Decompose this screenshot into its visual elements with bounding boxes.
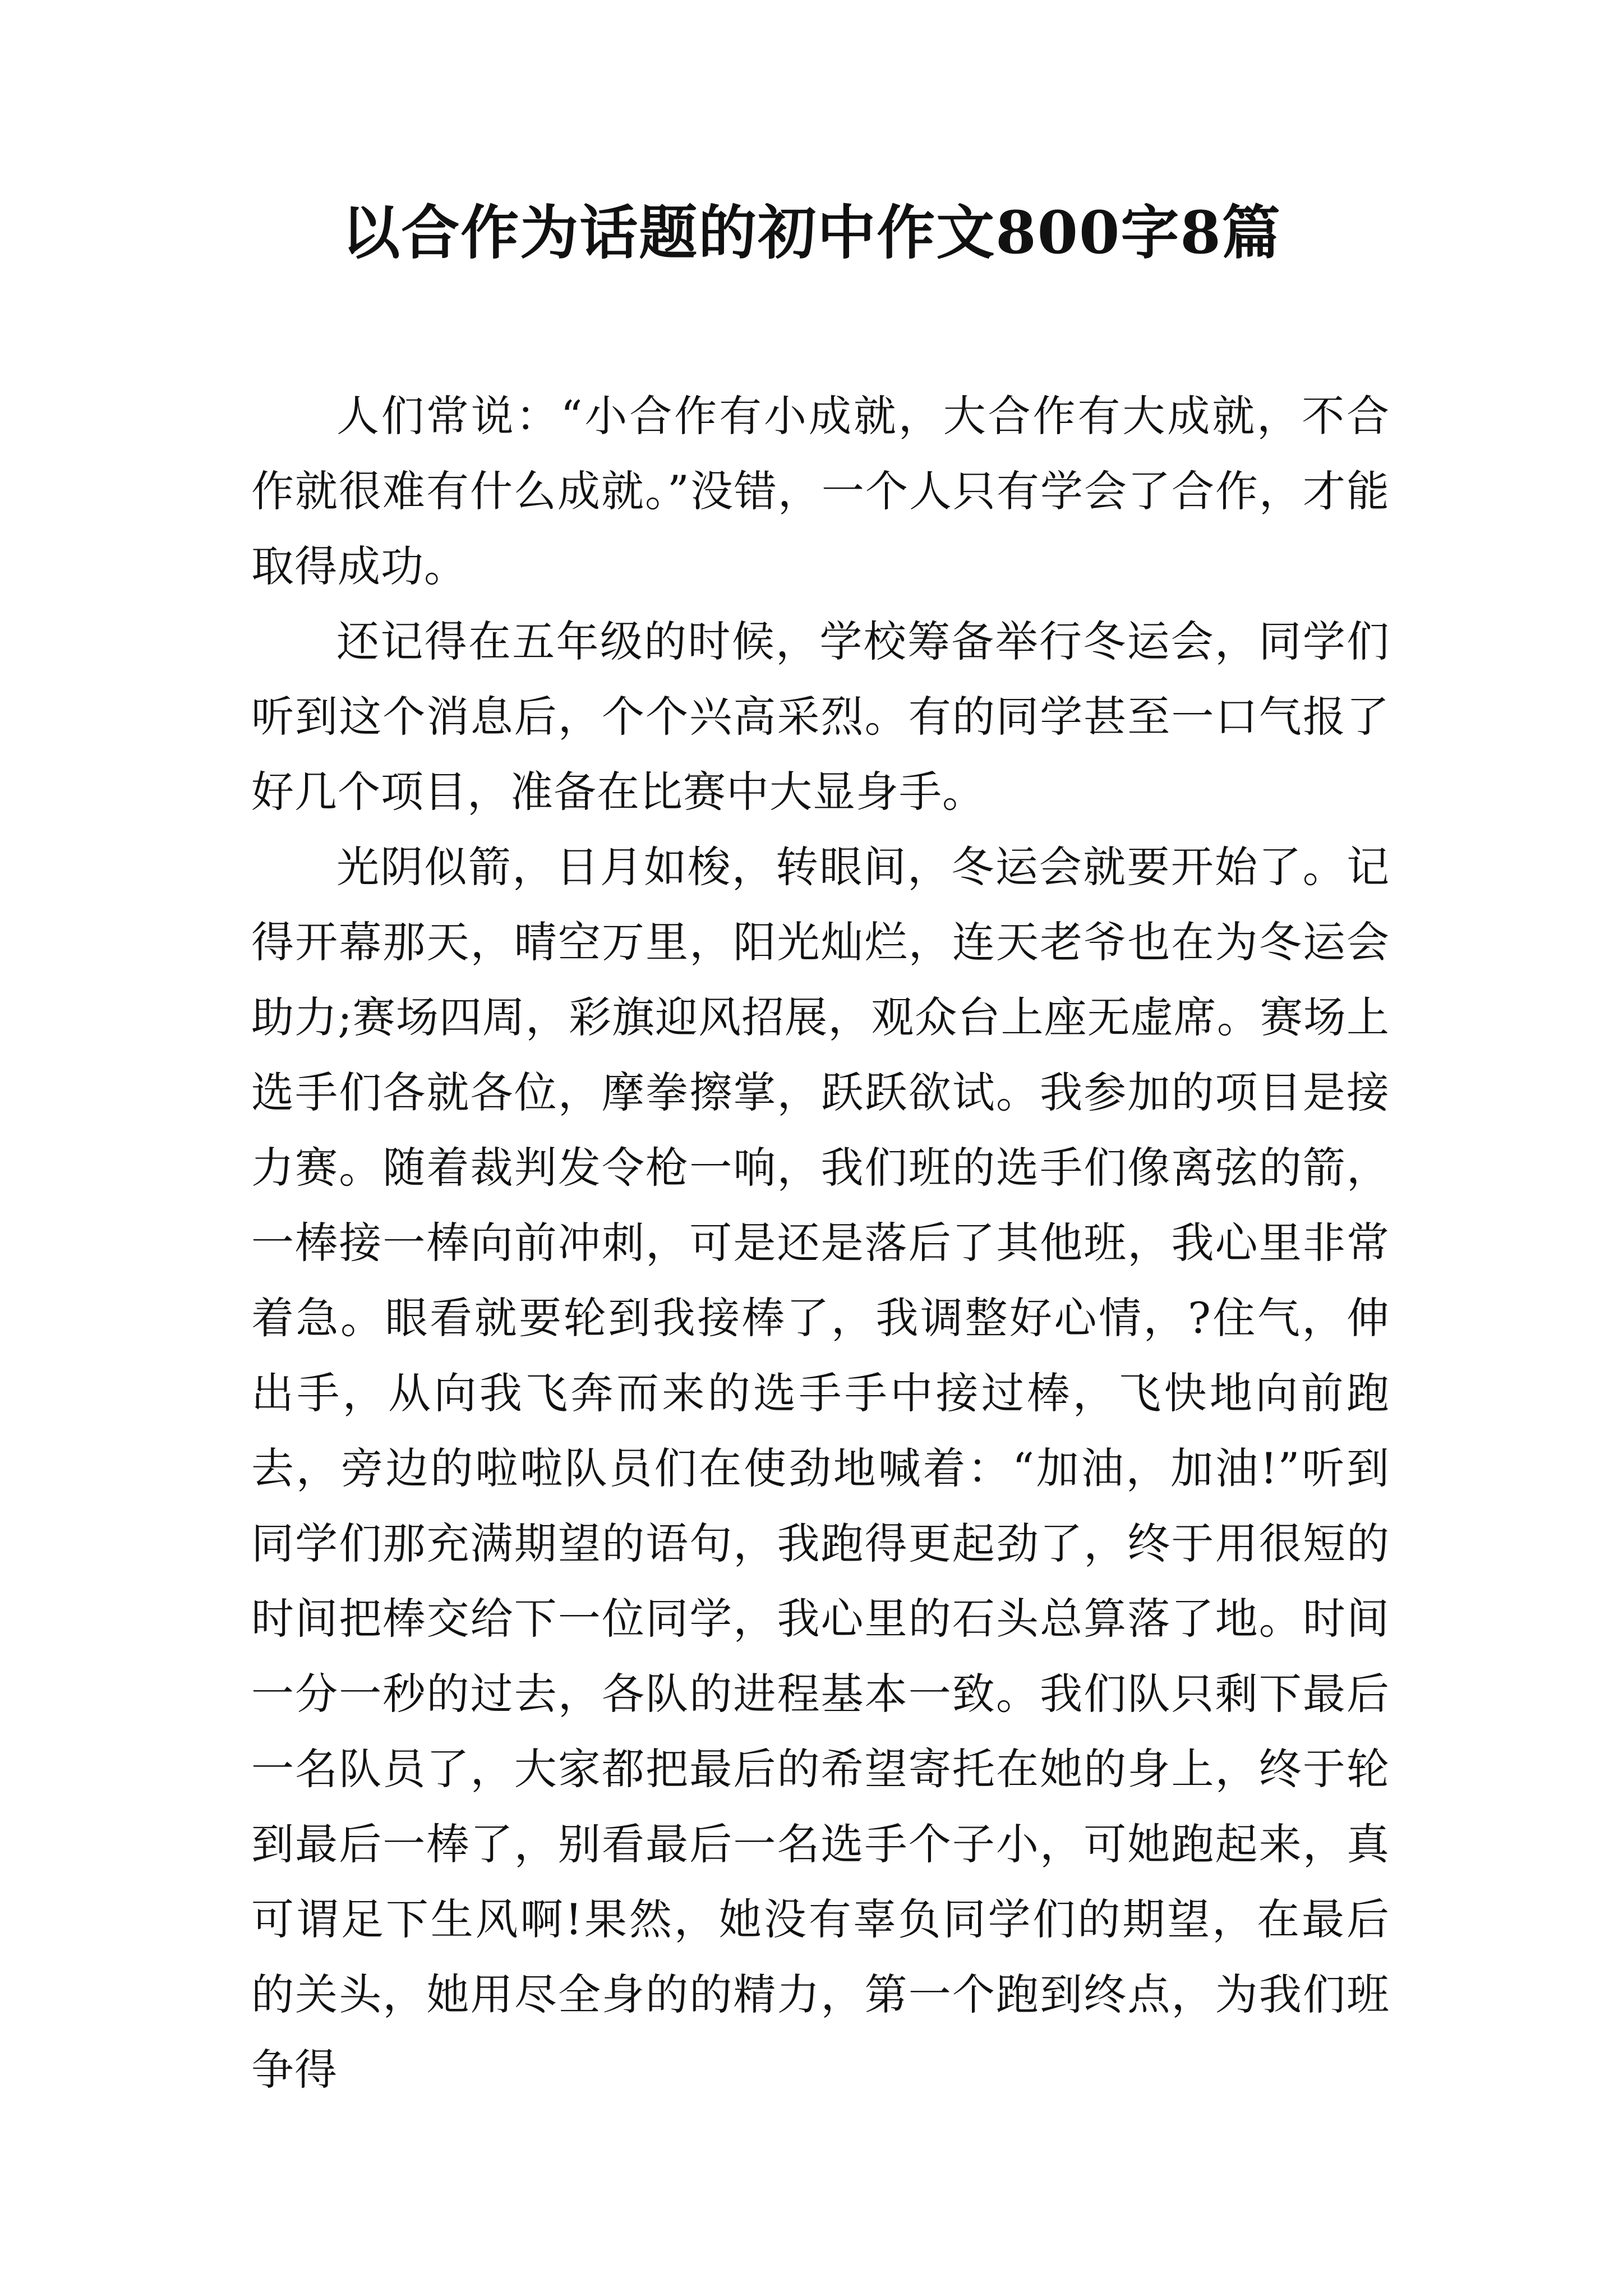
document-body — [251, 379, 1390, 2108]
paragraph-2: 还记得在五年级的时候，学校筹备举行冬运会，同学们听到这个消息后，个个兴高采烈。有的同学甚至一口气报了好几个项目，准备在比赛中大显身手。 — [251, 616, 1390, 817]
document-title: 以合作为话题的初中作文800字8篇 — [342, 198, 1281, 267]
paragraph-3: 光阴似箭，日月如梭，转眼间，冬运会就要开始了。记得开幕那天，晴空万里，阳光灿烂，连天老爷也在为冬运会助力;赛场四周，彩旗迎风招展，观众台上座无虚席。赛场上选手们各就各位，摩拳擦掌，跃跃欲试。我参加的项目是接力赛。随着裁判发令枪一响，我们班的选手们像离弦的箭，一棒接一棒向前冲刺，可是还是落后了其他班，我心里非常着急。眼看就要轮到我接棒了，我调整好心情，?住气，伸出手，从向我飞奔而来的选手手中接过棒，飞快地向前跑去，旁边的啦啦队员们在使劲地喊着：“加油，加油!”听到同学们那充满期望的语句，我跑得更起劲了，终于用很短的时间把棒交给下一位同学，我心里的石头总算落了地。时间一分一秒的过去，各队的进程基本一致。我们队只剩下最后一名队员了，大家都把最后的希望寄托在她的身上，终于轮到最后一棒了，别看最后一名选手个子小，可她跑起来，真可谓足下生风啊!果然，她没有辜负同学们的期望，在最后的关头，她用尽全身的的精力，第一个跑到终点，为我们班争得 — [251, 842, 1390, 2095]
paragraph-1: 人们常说：“小合作有小成就，大合作有大成就，不合作就很难有什么成就。”没错，一个人只有学会了合作，才能取得成功。 — [251, 391, 1390, 591]
